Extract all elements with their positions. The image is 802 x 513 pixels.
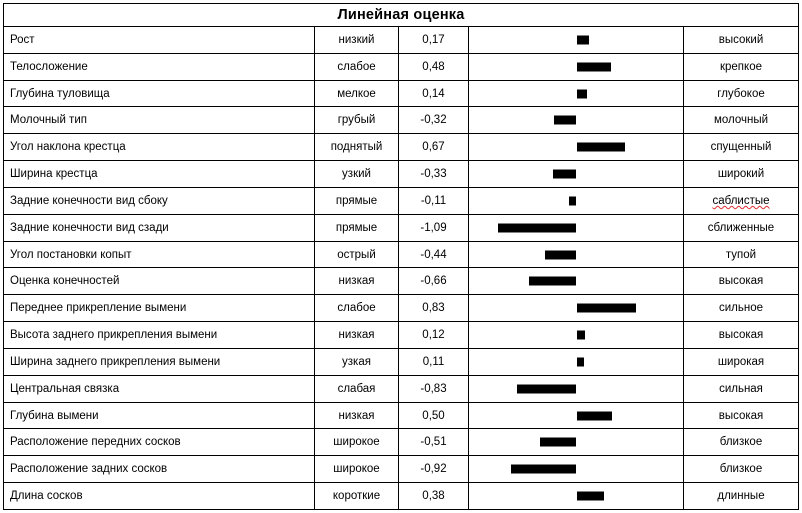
value-cell: -1,09 [399, 215, 469, 241]
value-bar [577, 89, 587, 98]
value-bar [577, 62, 611, 71]
trait-label: Молочный тип [4, 107, 315, 133]
high-descriptor: сильное [718, 302, 764, 315]
value-cell: 0,83 [399, 295, 469, 321]
bar-plot-cell [469, 27, 684, 53]
value-cell: -0,51 [399, 429, 469, 455]
trait-label: Центральная связка [4, 376, 315, 402]
table-row [4, 242, 798, 269]
high-descriptor: высокая [718, 329, 764, 342]
low-descriptor: слабое [315, 54, 399, 80]
high-descriptor: длинные [717, 489, 765, 502]
low-descriptor: короткие [315, 483, 399, 509]
low-descriptor: слабая [315, 376, 399, 402]
value-bar [553, 170, 577, 179]
table-row [4, 54, 798, 81]
high-descriptor: близкое [719, 436, 763, 449]
value-cell: 0,50 [399, 403, 469, 429]
table-row [4, 107, 798, 134]
value-cell: 0,67 [399, 134, 469, 160]
low-descriptor: широкое [315, 429, 399, 455]
low-descriptor: низкая [315, 403, 399, 429]
table-row [4, 215, 798, 242]
trait-label: Длина сосков [4, 483, 315, 509]
high-descriptor: спущенный [710, 141, 772, 154]
bar-plot-cell [469, 295, 684, 321]
trait-label: Глубина туловища [4, 81, 315, 107]
table-row [4, 161, 798, 188]
trait-label: Переднее прикрепление вымени [4, 295, 315, 321]
table-row [4, 456, 798, 483]
value-cell: -0,11 [399, 188, 469, 214]
low-descriptor: острый [315, 242, 399, 268]
bar-plot-cell [469, 242, 684, 268]
value-bar [511, 465, 577, 474]
trait-label: Задние конечности вид сзади [4, 215, 315, 241]
bar-plot-cell [469, 349, 684, 375]
trait-label: Задние конечности вид сбоку [4, 188, 315, 214]
value-cell: 0,17 [399, 27, 469, 53]
value-bar [577, 331, 586, 340]
table-row [4, 429, 798, 456]
value-bar [498, 223, 576, 232]
value-bar [569, 196, 577, 205]
table-row [4, 403, 798, 430]
bar-plot-cell [469, 403, 684, 429]
trait-label: Расположение передних сосков [4, 429, 315, 455]
bar-plot-cell [469, 107, 684, 133]
low-descriptor: низкий [315, 27, 399, 53]
chart-title-row [4, 4, 798, 27]
value-bar [577, 411, 613, 420]
bar-plot-cell [469, 268, 684, 294]
value-bar [517, 384, 576, 393]
low-descriptor: слабое [315, 295, 399, 321]
value-cell: -0,32 [399, 107, 469, 133]
high-descriptor: крепкое [719, 60, 762, 73]
value-cell: -0,44 [399, 242, 469, 268]
trait-label: Ширина заднего прикрепления вымени [4, 349, 315, 375]
value-bar [577, 35, 589, 44]
low-descriptor: узкая [315, 349, 399, 375]
high-descriptor: высокий [718, 33, 764, 46]
bar-plot-cell [469, 188, 684, 214]
value-bar [554, 116, 577, 125]
high-descriptor: молочный [713, 114, 769, 127]
high-descriptor: широкий [717, 168, 765, 181]
trait-label: Глубина вымени [4, 403, 315, 429]
table-row [4, 268, 798, 295]
table-row [4, 27, 798, 54]
high-descriptor [684, 188, 798, 214]
low-descriptor: мелкое [315, 81, 399, 107]
value-cell: -0,83 [399, 376, 469, 402]
low-descriptor: широкое [315, 456, 399, 482]
table-row [4, 188, 798, 215]
value-bar [577, 304, 636, 313]
trait-label: Рост [4, 27, 315, 53]
bar-plot-cell [469, 322, 684, 348]
low-descriptor: поднятый [315, 134, 399, 160]
bar-plot-cell [469, 456, 684, 482]
high-descriptor: высокая [718, 409, 764, 422]
low-descriptor: низкая [315, 268, 399, 294]
table-row [4, 295, 798, 322]
page-title: Линейная оценка [337, 7, 465, 23]
value-cell: 0,12 [399, 322, 469, 348]
bar-plot-cell [469, 483, 684, 509]
trait-label: Телосложение [4, 54, 315, 80]
table-row [4, 349, 798, 376]
bar-plot-cell [469, 81, 684, 107]
high-descriptor: сильная [719, 382, 763, 395]
table-row [4, 134, 798, 161]
low-descriptor: прямые [315, 215, 399, 241]
chart-rows [4, 27, 798, 509]
table-row [4, 81, 798, 108]
value-bar [577, 491, 604, 500]
value-bar [540, 438, 577, 447]
trait-label: Угол наклона крестца [4, 134, 315, 160]
bar-plot-cell [469, 134, 684, 160]
bar-plot-cell [469, 54, 684, 80]
trait-label: Расположение задних сосков [4, 456, 315, 482]
bar-plot-cell [469, 215, 684, 241]
high-descriptor: высокая [718, 275, 764, 288]
table-row [4, 376, 798, 403]
value-cell: 0,38 [399, 483, 469, 509]
trait-label: Высота заднего прикрепления вымени [4, 322, 315, 348]
trait-label: Оценка конечностей [4, 268, 315, 294]
value-bar [529, 277, 576, 286]
value-cell: 0,14 [399, 81, 469, 107]
value-cell: -0,92 [399, 456, 469, 482]
value-bar [577, 143, 625, 152]
value-cell: 0,11 [399, 349, 469, 375]
low-descriptor: прямые [315, 188, 399, 214]
high-descriptor: широкая [717, 355, 765, 368]
low-descriptor: грубый [315, 107, 399, 133]
high-descriptor: тупой [725, 248, 757, 261]
value-bar [577, 357, 585, 366]
high-descriptor: близкое [719, 463, 763, 476]
high-descriptor: глубокое [717, 87, 765, 100]
low-descriptor: узкий [315, 161, 399, 187]
low-descriptor: низкая [315, 322, 399, 348]
value-bar [545, 250, 577, 259]
chart-table-frame [3, 3, 799, 510]
table-row [4, 483, 798, 509]
table-row [4, 322, 798, 349]
bar-plot-cell [469, 376, 684, 402]
value-cell: -0,66 [399, 268, 469, 294]
bar-plot-cell [469, 161, 684, 187]
trait-label: Угол постановки копыт [4, 242, 315, 268]
spellcheck-underline: саблистые [712, 194, 770, 207]
value-cell: 0,48 [399, 54, 469, 80]
bar-plot-cell [469, 429, 684, 455]
trait-label: Ширина крестца [4, 161, 315, 187]
value-cell: -0,33 [399, 161, 469, 187]
high-descriptor: сближенные [707, 221, 775, 234]
